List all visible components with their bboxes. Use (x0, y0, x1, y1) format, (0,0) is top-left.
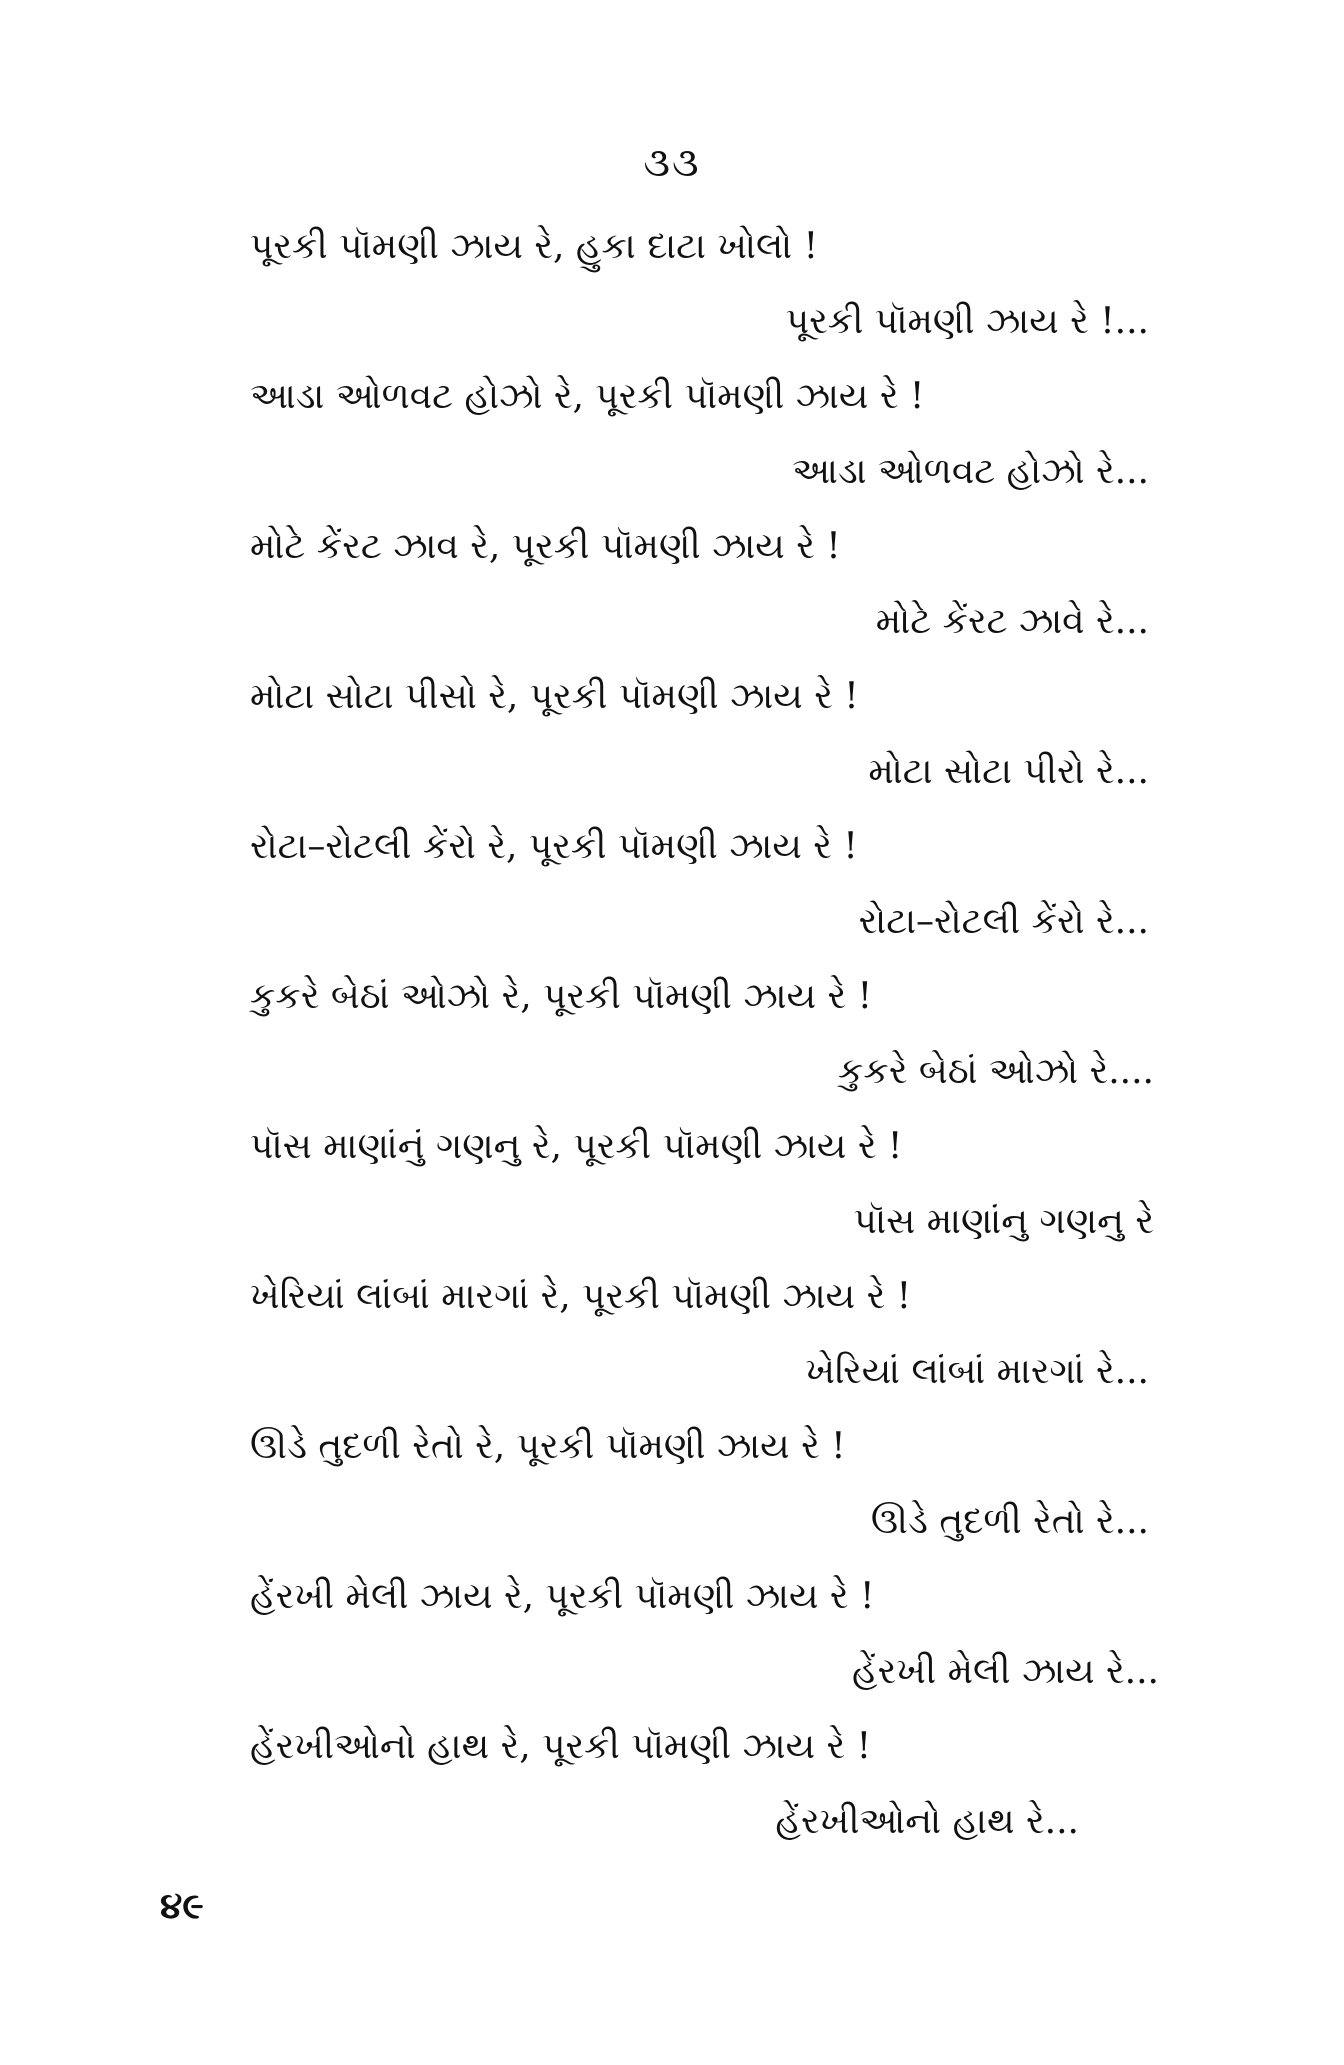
verse-8 (0, 1275, 1344, 1425)
verse-line: હેંરખી મેલી ઝાય રે, પૂરકી પૉમણી ઝાય રે ! (250, 1576, 875, 1617)
verse-3 (0, 525, 1344, 675)
verse-refrain: હેંરખી મેલી ઝાય રે... (852, 1651, 1159, 1692)
verse-line: ઊડે તુદળી રેતો રે, પૂરકી પૉમણી ઝાય રે ! (250, 1426, 846, 1467)
verse-line: મોટા સોટા પીસો રે, પૂરકી પૉમણી ઝાય રે ! (250, 676, 859, 717)
verse-refrain: રોટા–રોટલી કેંરો રે... (858, 901, 1149, 942)
verse-refrain: પૂરકી પૉમણી ઝાય રે !... (785, 301, 1149, 342)
verse-line: મોટે કેંરટ ઝાવ રે, પૂરકી પૉમણી ઝાય રે ! (250, 526, 841, 567)
verse-refrain: મોટે કેંરટ ઝાવે રે... (875, 601, 1149, 642)
verse-1 (0, 225, 1344, 375)
verse-4 (0, 675, 1344, 825)
verse-refrain: મોટા સોટા પીરો રે... (868, 751, 1149, 792)
song-number: ૩૩ (643, 140, 701, 186)
verse-9 (0, 1425, 1344, 1575)
verse-refrain: કુકરે બેઠાં ઓઝો રે.... (838, 1051, 1154, 1092)
verse-11 (0, 1725, 1344, 1875)
verse-line: રોટા–રોટલી કેંરો રે, પૂરકી પૉમણી ઝાય રે ! (250, 826, 858, 867)
verse-line: કુકરે બેઠાં ઓઝો રે, પૂરકી પૉમણી ઝાય રે ! (250, 976, 873, 1017)
verse-6 (0, 975, 1344, 1125)
verse-refrain: પૉસ માણાંનુ ગણનુ રે (853, 1201, 1154, 1242)
verse-line: હેંરખીઓનો હાથ રે, પૂરકી પૉમણી ઝાય રે ! (250, 1726, 872, 1767)
verse-line: ખેરિયાં લાંબાં મારગાં રે, પૂરકી પૉમણી ઝાય રે ! (250, 1276, 912, 1317)
verse-line: પૉસ માણાંનું ગણનુ રે, પૂરકી પૉમણી ઝાય રે ! (250, 1126, 903, 1167)
verse-line: આડા ઓળવટ હોઝો રે, પૂરકી પૉમણી ઝાય રે ! (250, 376, 925, 417)
verse-refrain: આડા ઓળવટ હોઝો રે... (792, 451, 1149, 492)
verse-5 (0, 825, 1344, 975)
verse-10 (0, 1575, 1344, 1725)
verse-refrain: ખેરિયાં લાંબાં મારગાં રે... (805, 1351, 1149, 1392)
verse-line: પૂરકી પૉમણી ઝાય રે, હુકા દાટા ખોલો ! (250, 226, 819, 267)
verse-refrain: હેંરખીઓનો હાથ રે... (775, 1801, 1079, 1842)
verse-2 (0, 375, 1344, 525)
verse-7 (0, 1125, 1344, 1275)
verse-refrain: ઊડે તુદળી રેતો રે... (870, 1501, 1149, 1542)
page-number: ૪૯ (160, 1885, 204, 1927)
